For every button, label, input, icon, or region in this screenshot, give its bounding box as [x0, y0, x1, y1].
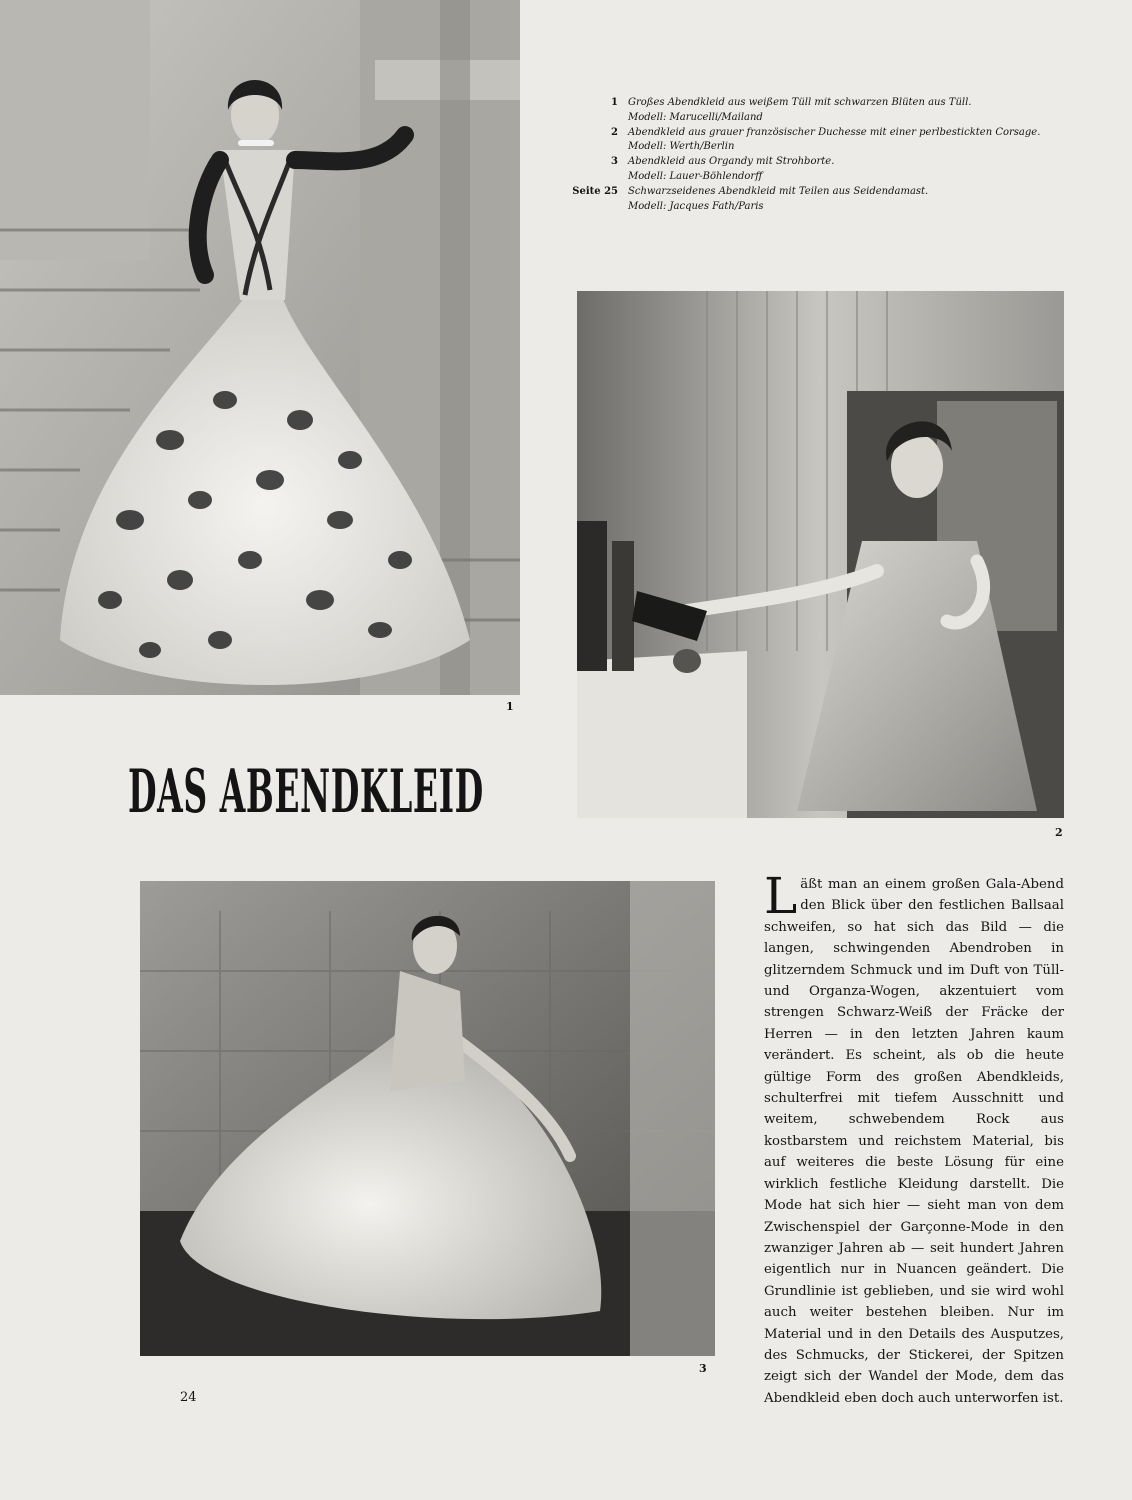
page-title-text: DAS ABENDKLEID [128, 757, 484, 827]
caption-line: Schwarzseidenes Abendkleid mit Teilen aus Seidendamast. [628, 185, 929, 197]
figure-2-photo [577, 291, 1064, 818]
caption-item [565, 126, 1065, 156]
caption-line: Modell: Marucelli/Mailand [628, 111, 763, 123]
caption-line: Modell: Jacques Fath/Paris [628, 200, 764, 212]
caption-line: Modell: Werth/Berlin [628, 141, 735, 153]
article-text: äßt man an einem großen Gala-Abend den Blick über den festlichen Ballsaal schweifen, so hat sich das Bild — die langen, schwingenden Abendroben in glitzerndem Schmuck und im Duft von Tüll- und Organza-Wogen, akzentuiert vom strengen Schwarz-Weiß der Fräcke der Herren — in den letzten Jahren kaum verändert. Es scheint, als ob die heute gültige Form des großen Abendkleids, schulterfrei mit tiefem Ausschnitt und weitem, schwebendem Rock aus kostbarstem und reichstem Material, bis auf weiteres die beste Lösung für eine wirklich festliche Kleidung darstellt. Die Mode hat sich hier — sieht man von dem Zwischenspiel der Garçonne-Mode in den zwanziger Jahren ab — seit hundert Jahren eigentlich nur in Nuancen geändert. Die Grundlinie ist geblieben, und sie wird wohl auch weiter bestehen bleiben. Nur im Material und in den Details des Ausputzes, des Schmucks, der Stickerei, der Spitzen zeigt sich der Wandel der Mode, dem das Abendkleid eben doch auch unterworfen ist. [764, 877, 1064, 1406]
caption-text [628, 185, 928, 215]
figure-1-illustration [0, 0, 520, 695]
drop-cap: L [764, 867, 798, 925]
caption-line: Abendkleid aus grauer französischer Duchesse mit einer perlbestickten Corsage. [628, 126, 1041, 138]
figure-2-number: 2 [1055, 826, 1063, 839]
figure-2-illustration [577, 291, 1064, 818]
caption-line: Abendkleid aus Organdy mit Strohborte. [628, 156, 835, 168]
page-title [128, 748, 528, 838]
figure-3-photo [140, 881, 715, 1356]
article-body [764, 867, 1064, 1409]
caption-line: Modell: Lauer-Böhlendorff [628, 170, 763, 182]
caption-line: Großes Abendkleid aus weißem Tüll mit schwarzen Blüten aus Tüll. [628, 97, 972, 108]
caption-number: 2 [611, 126, 618, 138]
caption-item [565, 185, 1065, 215]
caption-number: 3 [611, 156, 618, 168]
figure-3-illustration [140, 881, 715, 1356]
figure-1-photo [0, 0, 520, 695]
caption-item [565, 155, 1065, 185]
figure-3-number: 3 [699, 1362, 707, 1375]
caption-list [565, 96, 1065, 214]
caption-text [628, 155, 834, 185]
caption-number: 1 [611, 97, 618, 108]
figure-1-number: 1 [506, 700, 514, 713]
caption-text [628, 96, 971, 126]
page-number: 24 [180, 1390, 197, 1405]
caption-text [628, 126, 1040, 156]
caption-item [565, 96, 1065, 126]
caption-number: Seite 25 [572, 185, 618, 197]
